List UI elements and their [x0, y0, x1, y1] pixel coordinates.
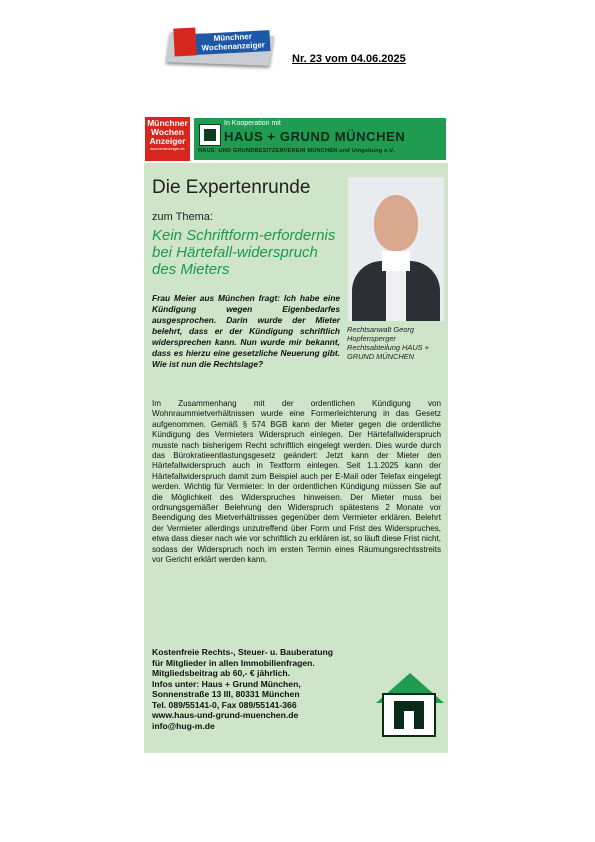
footer-line: Tel. 089/55141-0, Fax 089/55141-366: [152, 699, 297, 710]
haus-grund-subtitle: HAUS- UND GRUNDBESITZERVEREIN MÜNCHEN und Umgebung e.V.: [198, 148, 395, 154]
wa-logo-sub: wochenanzeiger.de: [150, 146, 185, 151]
cooperation-label: In Kooperation mit: [224, 120, 281, 127]
footer-website-link[interactable]: www.haus-und-grund-muenchen.de: [152, 710, 299, 720]
wa-logo-line1: Münchner: [147, 118, 188, 128]
haus-grund-icon: [199, 124, 221, 146]
footer-line: Sonnenstraße 13 III, 80331 München: [152, 689, 300, 699]
wochenanzeiger-logo: [145, 117, 190, 161]
article-headline: Die Expertenrunde: [152, 177, 311, 198]
topic-label: zum Thema:: [152, 211, 213, 223]
newspaper-logo-line2: Wochenanzeiger: [201, 40, 266, 53]
article-subtitle: Kein Schriftform-erfordernis bei Härtefall-widerspruch des Mieters: [152, 227, 336, 278]
footer-line: für Mitglieder in allen Immobilienfragen.: [152, 657, 315, 668]
article-panel: [144, 115, 448, 753]
expert-portrait: [348, 177, 444, 321]
footer-email-link[interactable]: info@hug-m.de: [152, 720, 215, 731]
footer-line: Mitgliedsbeitrag ab 60,- € jährlich.: [152, 668, 291, 678]
portrait-caption: Rechtsanwalt Georg Hopfensperger Rechtsabteilung HAUS + GRUND MÜNCHEN: [347, 325, 429, 361]
issue-date: Nr. 23 vom 04.06.2025: [292, 53, 406, 65]
newspaper-logo-red-block: [173, 27, 196, 56]
reader-question: Frau Meier aus München fragt: Ich habe eine Kündigung wegen Eigenbedarfes ausgesprochen. Darin wurde der Mieter belehrt, dass er der Kündigung schriftlich widersprechen kann. Nun wurde mir bekannt, dass es hierzu eine gesetzliche Neuerung gibt. Wie ist nun die Rechtslage?: [152, 293, 340, 369]
wa-logo-line3: Anzeiger: [149, 136, 186, 146]
newspaper-logo-line1: Münchner: [213, 32, 253, 44]
article-header: [144, 115, 448, 163]
haus-grund-title: HAUS + GRUND MÜNCHEN: [224, 129, 406, 144]
membership-info: [152, 647, 352, 731]
wa-logo-line2: Wochen: [151, 127, 184, 137]
footer-line: Kostenfreie Rechts-, Steuer- u. Bauberatung: [152, 647, 333, 657]
article-body: Im Zusammenhang mit der ordentlichen Kündigung von Wohnraummietverhältnissen wurde eine Formerleichterung in das Gesetz aufgenommen. Gemäß § 574 BGB kann der Mieter gegen die ordentliche Kündigung des Vermieters Widerspruch einlegen. Der Härtefallwiderspruch musste nach bisherigem Recht schriftlich eingelegt werden. Dies wurde durch das Bürokratieentlastungsgesetz geändert: Jetzt kann der Mieter den Härtefallwiderspruch auch in Textform einlegen. Seit 1.1.2025 kann der Härtefallwiderspruch damit zum Beispiel auch per E-Mail oder Telefax eingelegt werden. Wichtig für Vermieter: In der ordentlichen Kündigung müssen Sie auf die Möglichkeit des Widerspruches hinweisen. Der Mieter muss bei ordnungsgemäßer Belehrung den Widerspruch spätestens 2 Monate vor Beendigung des Mietverhältnisses gegenüber dem Vermieter erklären. Belehrt der Vermieter allerdings unzutreffend über Form und Frist des Widerspruches, etwa dass dieser nach wie vor schriftlich zu erklären ist, so läuft diese Frist nicht, sodass der Widerspruch noch im ersten Termin eines Räumungsrechtsstreits vor Gericht erklärt werden kann.: [152, 399, 441, 565]
newspaper-logo: [168, 28, 276, 66]
newspaper-logo-blue-block: [196, 30, 271, 55]
footer-line: Infos unter: Haus + Grund München,: [152, 678, 301, 689]
haus-grund-house-icon: [376, 673, 444, 745]
